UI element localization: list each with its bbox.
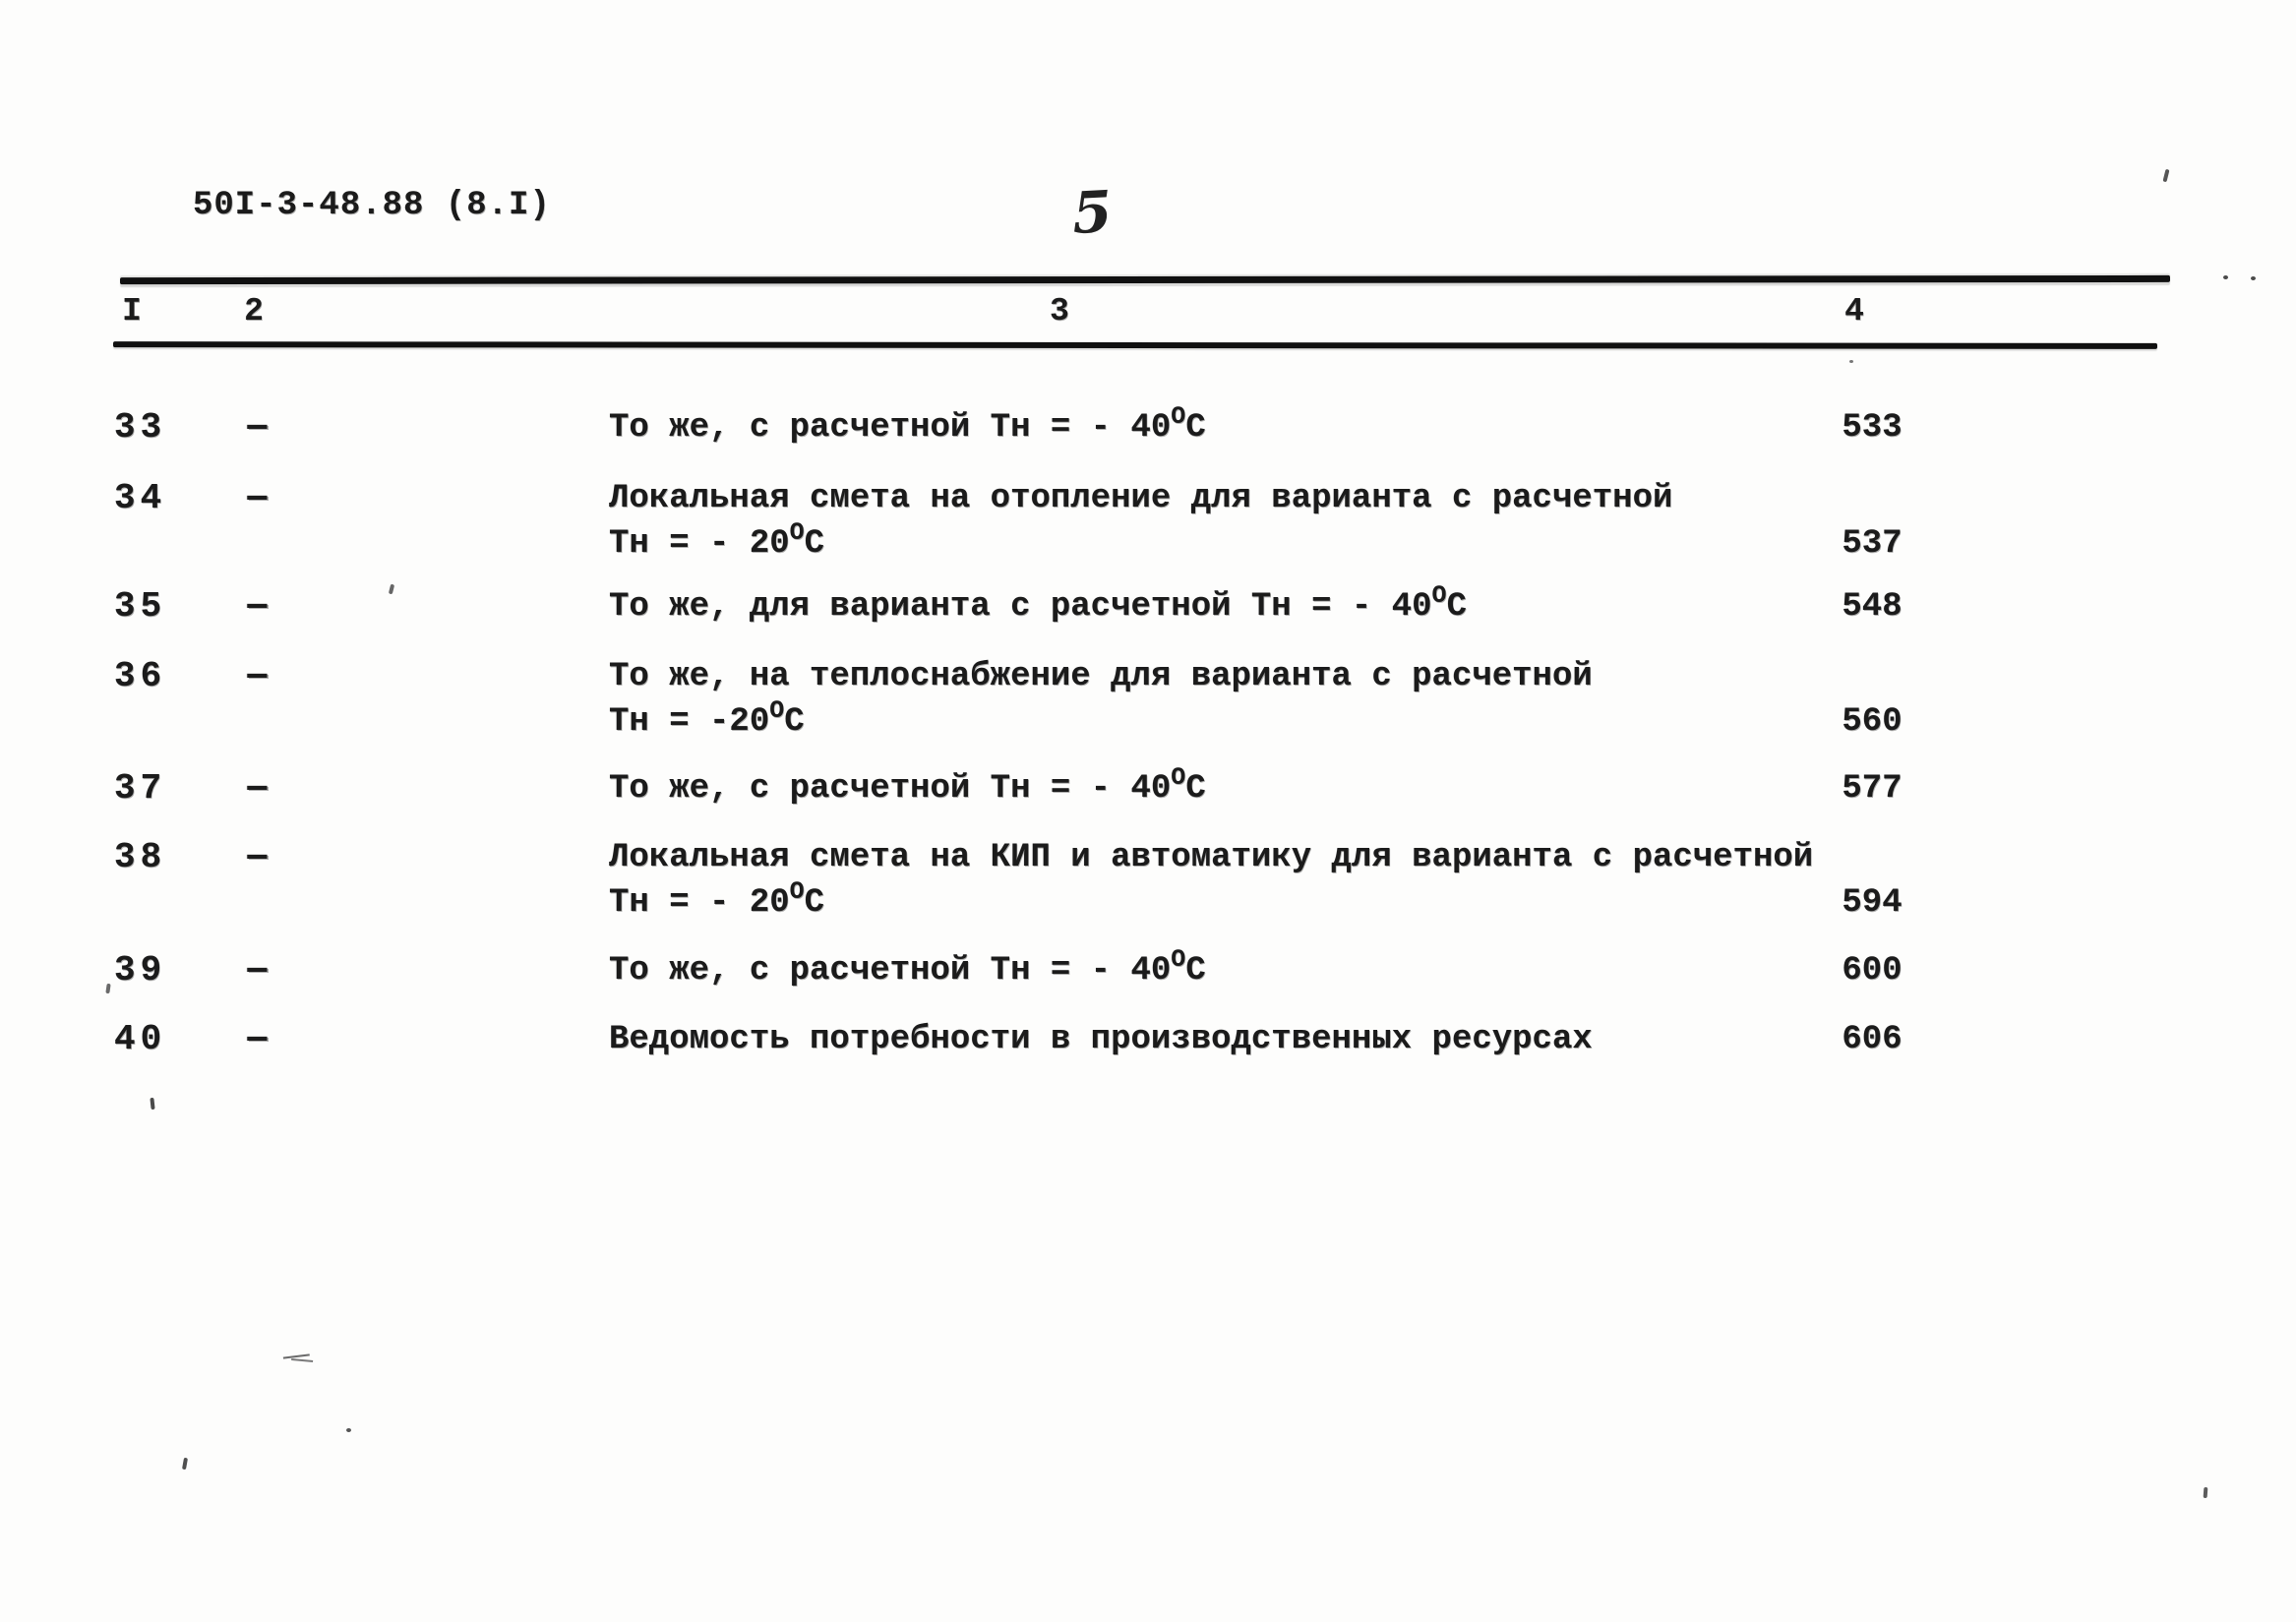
row-description bbox=[609, 835, 1813, 926]
row-number: 38 bbox=[114, 837, 167, 877]
row-description bbox=[609, 581, 1467, 630]
row-sheet-number: 560 bbox=[1842, 703, 1903, 741]
row-number: 39 bbox=[114, 950, 167, 991]
row-sheet-number: 537 bbox=[1842, 525, 1903, 563]
row-description bbox=[609, 476, 1672, 567]
row-col2-dash: - bbox=[236, 1021, 278, 1058]
row-number: 36 bbox=[114, 656, 167, 696]
row-col2-dash: - bbox=[236, 770, 278, 808]
row-description-line: Тн = - $20^ОС$ bbox=[609, 877, 825, 922]
table-top-rule bbox=[120, 275, 2170, 284]
row-description-line: Тн = - $20^ОС$ bbox=[609, 518, 825, 563]
scan-artifact bbox=[291, 1358, 313, 1365]
scan-artifact bbox=[182, 1458, 188, 1471]
degree-superscript: О bbox=[789, 877, 805, 906]
degree-superscript: О bbox=[1431, 581, 1447, 610]
row-col2-dash: - bbox=[236, 409, 278, 447]
degree-superscript: О bbox=[1171, 763, 1186, 792]
scan-artifact bbox=[2204, 1487, 2208, 1498]
scan-artifact bbox=[150, 1098, 154, 1110]
row-sheet-number: 548 bbox=[1842, 588, 1903, 626]
row-number: 37 bbox=[114, 768, 167, 809]
row-sheet-number: 600 bbox=[1842, 952, 1903, 990]
column-header-1: I bbox=[122, 293, 142, 330]
row-sheet-number: 606 bbox=[1842, 1021, 1903, 1058]
document-code: 50I-3-48.88 (8.I) bbox=[193, 187, 551, 224]
scan-artifact bbox=[389, 584, 394, 595]
column-header-3: 3 bbox=[1050, 293, 1069, 330]
row-description bbox=[609, 945, 1206, 993]
row-description bbox=[609, 402, 1206, 451]
row-col2-dash: - bbox=[236, 588, 278, 626]
row-description-line: Ведомость потребности в производственных ресурсах bbox=[609, 1021, 1593, 1058]
scan-artifact bbox=[2162, 169, 2169, 183]
row-description-line: То же, для варианта с расчетной Тн = - $40^ОС$ bbox=[609, 581, 1467, 626]
row-description bbox=[609, 654, 1593, 745]
column-header-2: 2 bbox=[244, 293, 264, 330]
row-sheet-number: 533 bbox=[1842, 409, 1903, 447]
row-col2-dash: - bbox=[236, 952, 278, 990]
row-col2-dash: - bbox=[236, 839, 278, 876]
row-description-line: Тн = $-20^ОС$ bbox=[609, 696, 805, 741]
column-header-4: 4 bbox=[1844, 293, 1864, 330]
scan-artifact bbox=[105, 984, 110, 993]
row-description-line: То же, с расчетной Тн = - $40^ОС$ bbox=[609, 945, 1206, 990]
row-sheet-number: 594 bbox=[1842, 884, 1903, 922]
scan-artifact bbox=[1849, 360, 1853, 363]
degree-superscript: О bbox=[1171, 945, 1186, 974]
degree-superscript: О bbox=[789, 518, 805, 547]
row-number: 35 bbox=[114, 586, 167, 627]
scan-artifact bbox=[2251, 276, 2256, 280]
table-header-rule bbox=[113, 341, 2157, 349]
row-description-line: То же, на теплоснабжение для варианта с расчетной bbox=[609, 658, 1593, 695]
row-description-line: Локальная смета на КИП и автоматику для варианта с расчетной bbox=[609, 839, 1814, 876]
row-description-line: То же, с расчетной Тн = - $40^ОС$ bbox=[609, 402, 1206, 447]
degree-superscript: О bbox=[1171, 402, 1186, 431]
row-number: 34 bbox=[114, 478, 167, 518]
row-number: 40 bbox=[114, 1019, 167, 1059]
row-col2-dash: - bbox=[236, 658, 278, 695]
scan-artifact bbox=[346, 1428, 351, 1432]
row-col2-dash: - bbox=[236, 480, 278, 517]
degree-superscript: О bbox=[769, 696, 785, 725]
row-sheet-number: 577 bbox=[1842, 770, 1903, 808]
scan-artifact bbox=[2223, 275, 2228, 279]
row-description-line: То же, с расчетной Тн = - $40^ОС$ bbox=[609, 763, 1206, 808]
row-number: 33 bbox=[114, 407, 167, 448]
row-description bbox=[609, 1017, 1593, 1062]
row-description bbox=[609, 763, 1206, 811]
page-number: 5 bbox=[1070, 177, 1115, 248]
row-description-line: Локальная смета на отопление для варианта с расчетной bbox=[609, 480, 1673, 517]
